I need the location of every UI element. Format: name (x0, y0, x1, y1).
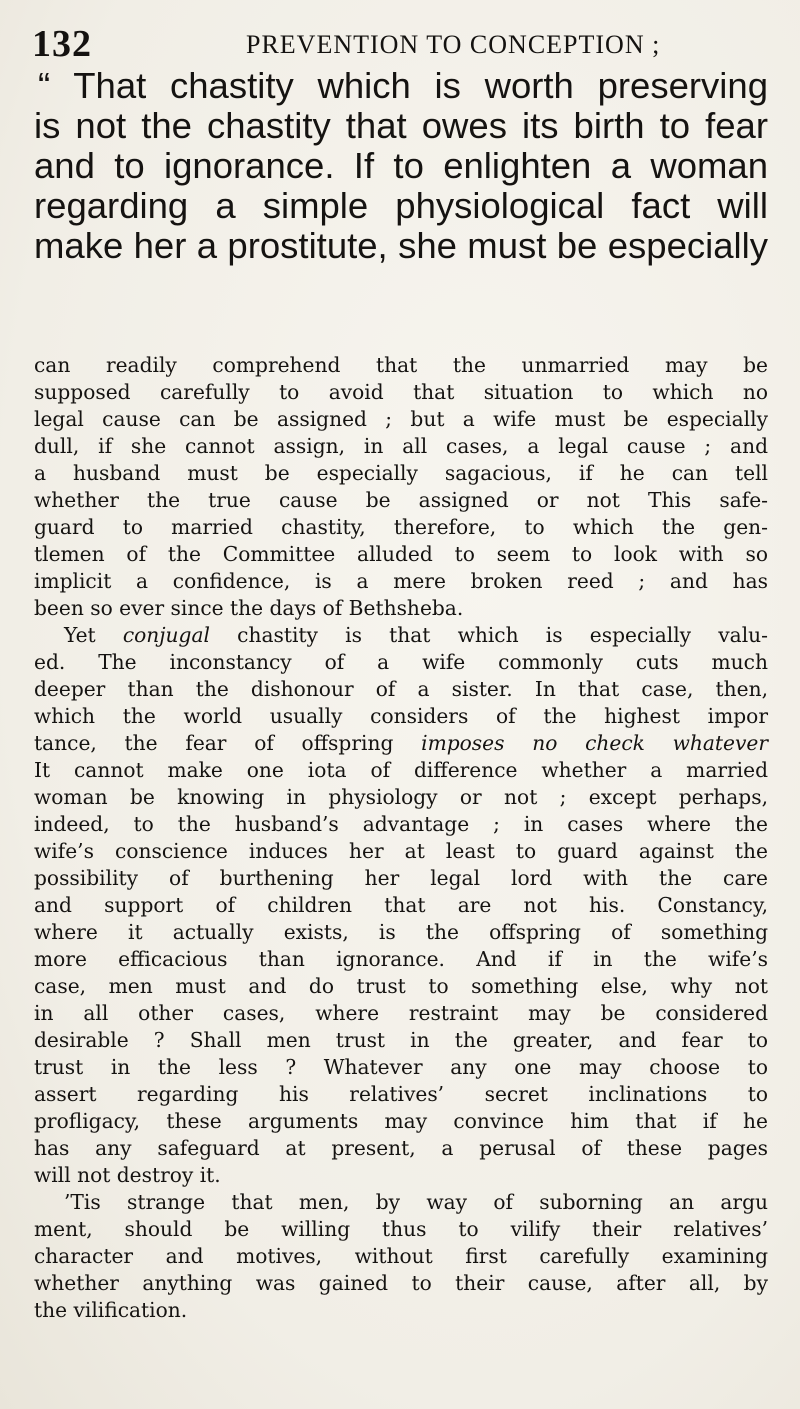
text-line: wife’s conscience induces her at least to guard against the (34, 839, 768, 863)
running-title: PREVENTION TO CONCEPTION ; (246, 30, 661, 59)
text-line: tlemen of the Committee alluded to seem to look with so (34, 542, 768, 566)
quote-line: is not the chastity that owes its birth to fear (34, 105, 768, 146)
text-line: It cannot make one iota of difference whether a married (34, 758, 768, 782)
paragraph-start-line (34, 622, 768, 649)
text-line: been so ever since the days of Bethsheba. (34, 596, 464, 620)
text-line: dull, if she cannot assign, in all cases, a legal cause ; and (34, 434, 768, 458)
italic-phrase: imposes no check whatever (393, 731, 768, 755)
text-line: in all other cases, where restraint may be considered (34, 1001, 768, 1025)
text-line: whether anything was gained to their cause, after all, by (34, 1271, 768, 1295)
large-quote-block (34, 66, 768, 266)
text-line: has any safeguard at present, a perusal of these pages (34, 1136, 768, 1160)
quote-line: and to ignorance. If to enlighten a woman (34, 145, 768, 186)
text-line: a husband must be especially sagacious, if he can tell (34, 461, 768, 485)
text-line: indeed, to the husband’s advantage ; in cases where the (34, 812, 768, 836)
text-line: and support of children that are not his. Constancy, (34, 893, 768, 917)
text-line: whether the true cause be assigned or not This safe- (34, 488, 768, 512)
text-line: desirable ? Shall men trust in the greater, and fear to (34, 1028, 768, 1052)
text-line: ment, should be willing thus to vilify their relatives’ (34, 1217, 768, 1241)
running-head (32, 18, 772, 66)
text-line: profligacy, these arguments may convince him that if he (34, 1109, 768, 1133)
page-number: 132 (32, 23, 92, 65)
text-line: legal cause can be assigned ; but a wife must be especially (34, 407, 768, 431)
paragraph-start-line: ’Tis strange that men, by way of suborning an argu (64, 1190, 768, 1214)
text-line: where it actually exists, is the offspring of something (34, 920, 768, 944)
text-line: will not destroy it. (34, 1163, 221, 1187)
text-line (34, 730, 768, 757)
text-line: assert regarding his relatives’ secret inclinations to (34, 1082, 768, 1106)
text-line: case, men must and do trust to something else, why not (34, 974, 768, 998)
text-run: tance, the fear of offspring (34, 731, 394, 755)
quote-line: “ That chastity which is worth preserving (38, 65, 768, 106)
text-line: can readily comprehend that the unmarried may be (34, 353, 768, 377)
text-line: possibility of burthening her legal lord with the care (34, 866, 768, 890)
quote-line: make her a prostitute, she must be especially (34, 225, 768, 266)
text-line: trust in the less ? Whatever any one may choose to (34, 1055, 768, 1079)
text-line: deeper than the dishonour of a sister. In that case, then, (34, 677, 768, 701)
text-line: the vilification. (34, 1298, 188, 1322)
text-line: supposed carefully to avoid that situation to which no (34, 380, 768, 404)
italic-word: conjugal (122, 623, 210, 647)
text-line: woman be knowing in physiology or not ; except perhaps, (34, 785, 768, 809)
text-line: guard to married chastity, therefore, to which the gen- (34, 515, 768, 539)
text-line: ed. The inconstancy of a wife commonly cuts much (34, 650, 768, 674)
quote-line: regarding a simple physiological fact will (34, 185, 768, 226)
text-run: Yet (64, 623, 123, 647)
text-line: implicit a confidence, is a mere broken reed ; and has (34, 569, 768, 593)
text-line: character and motives, without first carefully examining (34, 1244, 768, 1268)
text-run: chastity is that which is especially valu- (209, 623, 768, 647)
text-line: which the world usually considers of the highest impor (34, 704, 768, 728)
body-text (34, 352, 768, 1324)
text-line: more efficacious than ignorance. And if in the wife’s (34, 947, 768, 971)
